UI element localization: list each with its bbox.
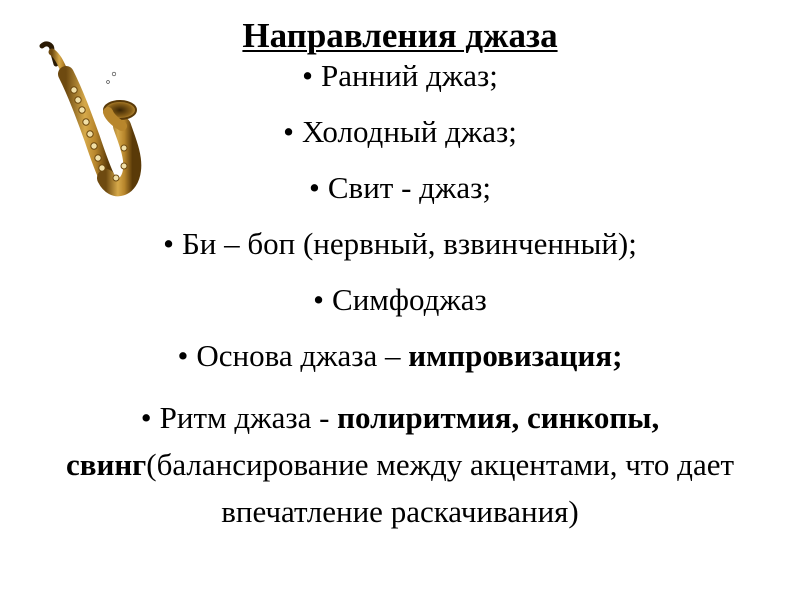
- list-item-bebop: [30, 226, 770, 262]
- item-prefix: Основа джаза –: [196, 338, 409, 373]
- item-text: Симфоджаз: [332, 282, 487, 317]
- bullet-dot: •: [163, 226, 174, 261]
- bullet-dot: •: [309, 170, 320, 205]
- item-text: Ранний джаз;: [320, 58, 498, 93]
- list-item-jazz-rhythm: [30, 394, 770, 535]
- list-item-sweet-jazz: [30, 170, 770, 206]
- item-text: Холодный джаз;: [301, 114, 517, 149]
- bullet-dot: •: [283, 114, 294, 149]
- list-item-jazz-basis: [30, 338, 770, 374]
- item-suffix: (балансирование между акцентами, что дает впечатление раскачивания): [146, 447, 735, 529]
- bullet-dot: •: [313, 282, 325, 317]
- item-text: Би – боп (нервный, взвинченный);: [181, 226, 637, 261]
- item-prefix: Ритм джаза -: [159, 400, 338, 435]
- bullet-dot: •: [140, 400, 152, 435]
- list-item-cool-jazz: [30, 114, 770, 150]
- item-emphasis: импровизация;: [408, 338, 623, 373]
- jazz-styles-list: [30, 58, 770, 535]
- list-item-early-jazz: [30, 58, 770, 94]
- list-item-symphonic-jazz: [30, 282, 770, 318]
- bullet-dot: •: [177, 338, 189, 373]
- bullet-dot: •: [302, 58, 313, 93]
- slide-title: Направления джаза: [242, 16, 558, 55]
- item-text: Свит - джаз;: [327, 170, 491, 205]
- item-emphasis: полиритмия, синкопы, свинг: [65, 400, 660, 482]
